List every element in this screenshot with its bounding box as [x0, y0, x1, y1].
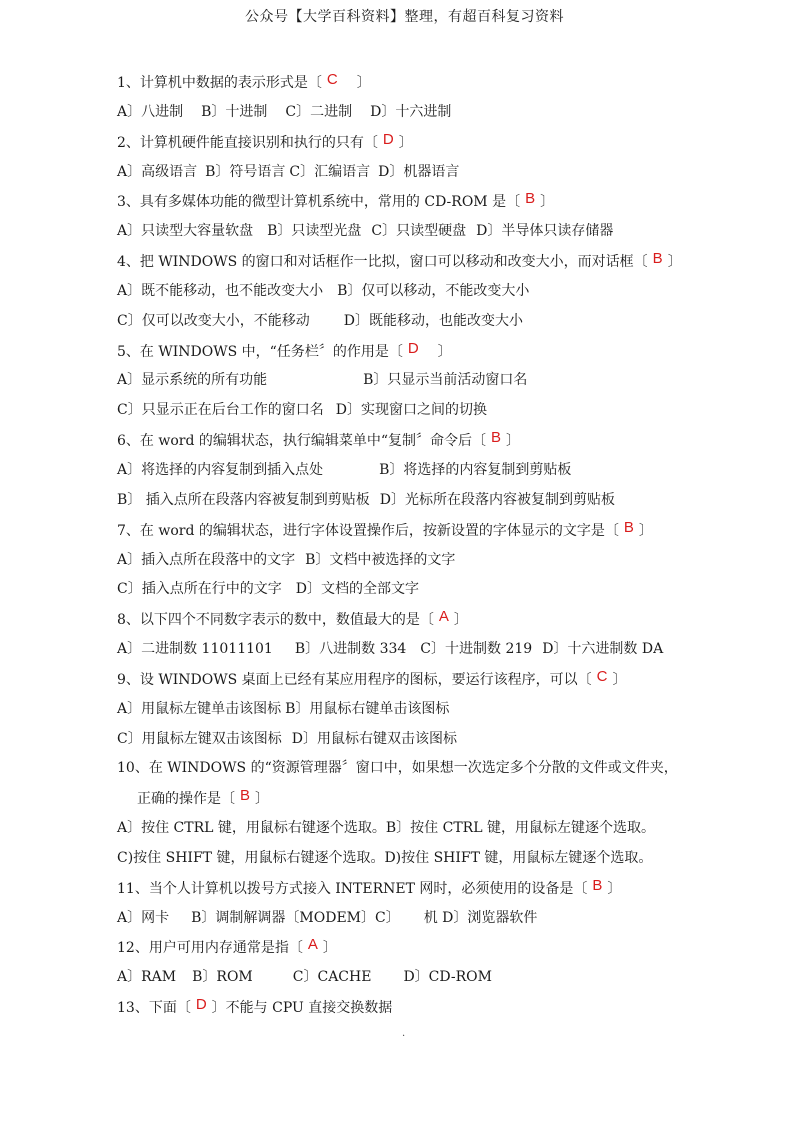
option-text: B〕只读型光盘: [267, 223, 362, 240]
option-text: C〕插入点所在行中的文字: [117, 581, 282, 598]
answer-mark: A: [307, 936, 318, 954]
answer-mark: D: [407, 339, 419, 357]
options-line: [117, 456, 707, 486]
answer-mark: C: [596, 667, 608, 685]
question-text-end: 〕: [453, 612, 468, 629]
question-line: [117, 933, 707, 963]
question-text: 1、计算机中数据的表示形式是〔: [117, 75, 322, 91]
option-text: D〕文档的全部文字: [295, 581, 419, 598]
option-text: A〕显示系统的所有功能: [117, 372, 268, 389]
question-line: [117, 128, 707, 158]
question-text: 8、以下四个不同数字表示的数中，数值最大的是〔: [117, 612, 434, 629]
option-text: B〕仅可以移动，不能改变大小: [337, 282, 530, 299]
options-line: [117, 217, 707, 247]
answer-mark: B: [240, 787, 251, 805]
question-text-end: 〕: [506, 433, 521, 450]
options-line: [117, 695, 707, 725]
option-text: B〕十进制: [201, 103, 268, 120]
answer-mark: B: [525, 190, 536, 208]
question-text: 2、计算机硬件能直接识别和执行的只有〔: [117, 134, 378, 151]
options-line: [117, 575, 707, 605]
question-line: [117, 605, 707, 635]
question-text-end: 〕: [540, 194, 555, 211]
options-line: [117, 98, 707, 128]
question-line: [117, 426, 707, 456]
option-text: A〕插入点所在段落中的文字: [117, 551, 296, 568]
option-text: A〕高级语言: [117, 163, 198, 180]
answer-mark: D: [382, 130, 394, 148]
option-text: B〕文档中被选择的文字: [305, 551, 456, 568]
options-line: [117, 546, 707, 576]
question-text: 5、在 WINDOWS 中，“任务栏〞的作用是〔: [117, 343, 403, 360]
question-text-end: 〕: [607, 880, 622, 897]
question-line: [117, 516, 707, 546]
question-text: 正确的操作是〔: [137, 791, 235, 808]
option-text: A〕网卡: [117, 909, 170, 926]
option-text: C〕CACHE: [292, 969, 372, 986]
question-text: 12、用户可用内存通常是指〔: [117, 940, 303, 957]
options-line: [117, 486, 707, 516]
question-line: [117, 993, 707, 1023]
option-text: C〕只显示正在后台工作的窗口名: [117, 402, 324, 419]
option-text: B〕符号语言: [205, 163, 286, 180]
option-text: D〕机器语言: [378, 163, 460, 180]
question-line: [117, 874, 707, 904]
question-text: 13、下面〔: [117, 1000, 191, 1017]
question-text-end: 〕: [322, 940, 337, 957]
question-line: [117, 784, 707, 814]
options-line: [117, 277, 707, 307]
option-text: A〕八进制: [117, 103, 184, 120]
question-text-end: 〕: [398, 134, 413, 151]
option-text: B〕 插入点所在段落内容被复制到剪贴板: [117, 491, 370, 508]
question-line: [117, 68, 707, 98]
text-line: 10、在 WINDOWS 的“资源管理器〞窗口中，如果想一次选定多个分散的文件或文件夹，: [117, 760, 678, 777]
option-text: C〕仅可以改变大小，不能移动: [117, 312, 310, 329]
option-text: D〕实现窗口之间的切换: [335, 402, 487, 419]
options-line: [117, 307, 707, 337]
question-text-end: 〕: [255, 791, 270, 808]
option-text: C〕二进制: [285, 103, 353, 120]
options-line: [117, 396, 707, 426]
question-text-end: 〕: [638, 522, 653, 539]
option-text: C〕汇编语言: [289, 163, 371, 180]
option-text: A〕RAM: [117, 969, 177, 986]
answer-mark: B: [491, 429, 502, 447]
option-text: A〕只读型大容量软盘: [117, 223, 254, 240]
answer-mark: C: [326, 71, 338, 88]
option-text: D〕CD-ROM: [403, 969, 492, 986]
option-text: A〕既不能移动，也不能改变大小: [117, 282, 324, 299]
option-text: B〕只显示当前活动窗口名: [363, 372, 528, 389]
answer-mark: A: [438, 608, 449, 626]
options-line: [117, 904, 707, 934]
option-text: B〕八进制数 334: [294, 641, 407, 658]
question-text: 11、当个人计算机以拨号方式接入 INTERNET 网时，必须使用的设备是〔: [117, 880, 588, 897]
options-line: [117, 158, 707, 188]
answer-mark: B: [592, 876, 603, 894]
option-text: B〕用鼠标右键单击该图标: [285, 700, 450, 717]
options-line: [117, 963, 707, 993]
option-text: A〕用鼠标左键单击该图标: [117, 700, 282, 717]
question-line: [117, 187, 707, 217]
option-text: A〕二进制数 11011101: [117, 641, 273, 658]
question-line: [117, 247, 707, 277]
answer-mark: B: [652, 250, 663, 268]
option-text: B〕将选择的内容复制到剪贴板: [379, 461, 572, 478]
question-list: [117, 68, 707, 1023]
text-line: A〕按住 CTRL 键，用鼠标右键逐个选取。B〕按住 CTRL 键，用鼠标左键逐个选取。: [117, 820, 655, 837]
question-text: 6、在 word 的编辑状态，执行编辑菜单中“复制〞命令后〔: [117, 433, 487, 450]
page-header: 公众号【大学百科资料】整理，有超百科复习资料: [245, 9, 564, 25]
option-text: D〕十六进制: [370, 103, 452, 120]
question-text-end: 〕: [342, 75, 371, 91]
question-text: 4、把 WINDOWS 的窗口和对话框作一比拟，窗口可以移动和改变大小，而对话框〔: [117, 254, 648, 271]
option-text: B〕调制解调器〔MODEM〕C〕: [191, 909, 400, 926]
text-line: C)按住 SHIFT 键，用鼠标右键逐个选取。D)按住 SHIFT 键，用鼠标左键逐个选取。: [117, 849, 653, 866]
options-line: [117, 366, 707, 396]
option-text: C〕十进制数 219: [420, 641, 533, 658]
question-text-end: 〕: [667, 254, 682, 271]
options-line: [117, 635, 707, 665]
option-text: D〕既能移动，也能改变大小: [343, 312, 523, 329]
option-text: D〕光标所在段落内容被复制到剪贴板: [379, 491, 615, 508]
question-text: 7、在 word 的编辑状态，进行字体设置操作后，按新设置的字体显示的文字是〔: [117, 522, 619, 539]
option-text: A〕将选择的内容复制到插入点处: [117, 461, 324, 478]
option-text: D〕十六进制数 DA: [542, 641, 664, 658]
option-text: B〕ROM: [192, 969, 253, 986]
answer-mark: D: [195, 996, 207, 1014]
question-text-end: 〕不能与 CPU 直接交换数据: [211, 1000, 393, 1017]
option-text: D〕半导体只读存储器: [476, 223, 614, 240]
question-text-end: 〕: [423, 343, 452, 360]
option-text: C〕用鼠标左键双击该图标: [117, 730, 282, 747]
option-text: C〕只读型硬盘: [371, 223, 467, 240]
answer-mark: B: [623, 518, 634, 536]
footer-mark: .: [402, 1028, 406, 1039]
question-line: [117, 665, 707, 695]
option-text: D〕用鼠标右键双击该图标: [291, 730, 457, 747]
question-text-end: 〕: [612, 671, 627, 688]
option-text: 机 D〕浏览器软件: [423, 909, 538, 926]
question-line: [117, 337, 707, 367]
options-line: [117, 725, 707, 755]
question-text: 9、设 WINDOWS 桌面上已经有某应用程序的图标，要运行该程序，可以〔: [117, 671, 592, 688]
question-text: 3、具有多媒体功能的微型计算机系统中，常用的 CD-ROM 是〔: [117, 194, 521, 211]
